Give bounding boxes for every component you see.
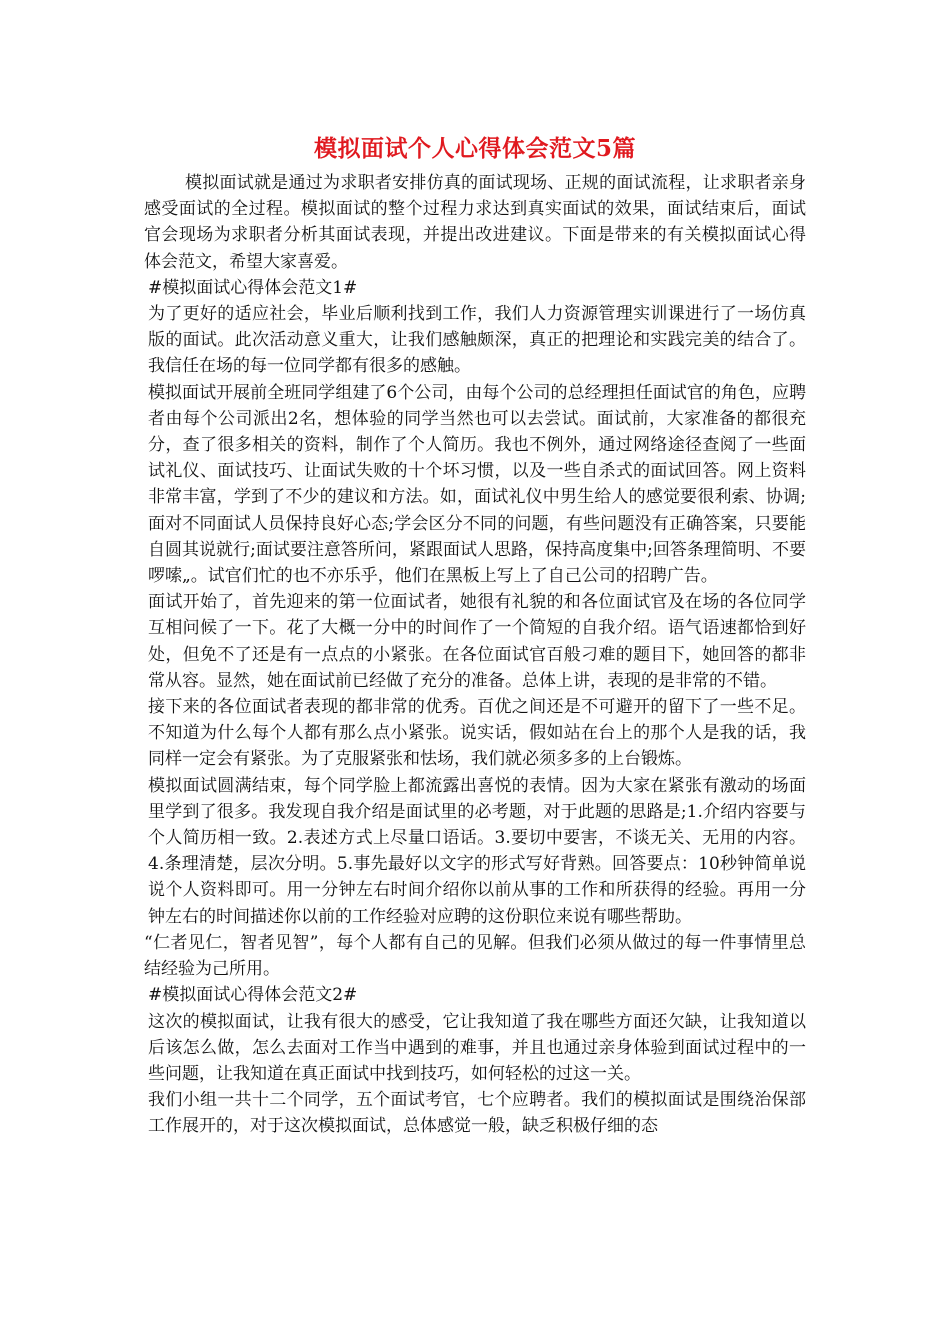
- document-title: 模拟面试个人心得体会范文5篇: [313, 135, 636, 162]
- section-heading-2: #模拟面试心得体会范文2#: [148, 985, 358, 1006]
- paragraph-1: 为了更好的适应社会，毕业后顺利找到工作，我们人力资源管理实训课进行了一场仿真版的面试。此次活动意义重大，让我们感触颇深，真正的把理论和实践完美的结合了。我信任在场的每一位同学都有很多的感触。: [148, 304, 806, 377]
- paragraph-4: 接下来的各位面试者表现的都非常的优秀。百优之间还是不可避开的留下了一些不足。不知道为什么每个人都有那么点小紧张。说实话，假如站在台上的那个人是我的话，我同样一定会有紧张。为了克服紧张和怯场，我们就必须多多的上台锻炼。: [148, 697, 806, 770]
- paragraph-5: 模拟面试圆满结束，每个同学脸上都流露出喜悦的表情。因为大家在紧张有激动的场面里学到了很多。我发现自我介绍是面试里的必考题，对于此题的思路是;1.介绍内容要与个人简历相一致。2.表述方式上尽量口语话。3.要切中要害，不谈无关、无用的内容。4.条理清楚，层次分明。5.事先最好以文字的形式写好背熟。回答要点：10秒钟简单说说个人资料即可。用一分钟左右时间介绍你以前从事的工作和所获得的经验。再用一分钟左右的时间描述你以前的工作经验对应聘的这份职位来说有哪些帮助。: [148, 775, 806, 927]
- paragraph-6: “仁者见仁，智者见智”，每个人都有自己的见解。但我们必须从做过的每一件事情里总结经验为己所用。: [144, 932, 806, 980]
- intro-paragraph: 模拟面试就是通过为求职者安排仿真的面试现场、正规的面试流程，让求职者亲身感受面试的全过程。模拟面试的整个过程力求达到真实面试的效果，面试结束后，面试官会现场为求职者分析其面试表现，并提出改进建议。下面是带来的有关模拟面试心得体会范文，希望大家喜爱。: [144, 173, 806, 272]
- paragraph-8: 我们小组一共十二个同学，五个面试考官，七个应聘者。我们的模拟面试是围绕治保部工作展开的，对于这次模拟面试，总体感觉一般，缺乏积极仔细的态: [148, 1090, 806, 1137]
- section-heading-1: #模拟面试心得体会范文1#: [148, 277, 358, 298]
- paragraph-2: 模拟面试开展前全班同学组建了6个公司，由每个公司的总经理担任面试官的角色，应聘者由每个公司派出2名，想体验的同学当然也可以去尝试。面试前，大家准备的都很充分，查了很多相关的资料，制作了个人简历。我也不例外，通过网络途径查阅了一些面试礼仪、面试技巧、让面试失败的十个坏习惯，以及一些自杀式的面试回答。网上资料非常丰富，学到了不少的建议和方法。如，面试礼仪中男生给人的感觉要很利索、协调;面对不同面试人员保持良好心态;学会区分不同的问题，有些问题没有正确答案，只要能自圆其说就行;面试要注意答所问，紧跟面试人思路，保持高度集中;回答条理简明、不要啰嗦„。试官们忙的也不亦乐乎，他们在黑板上写上了自己公司的招聘广告。: [148, 382, 806, 587]
- document-page: [144, 132, 806, 1140]
- paragraph-3: 面试开始了，首先迎来的第一位面试者，她很有礼貌的和各位面试官及在场的各位同学互相问候了一下。花了大概一分中的时间作了一个简短的自我介绍。语气语速都恰到好处，但免不了还是有一点点的小紧张。在各位面试官百般刁难的题目下，她回答的都非常从容。显然，她在面试前已经做了充分的准备。总体上讲，表现的是非常的不错。: [148, 592, 806, 691]
- paragraph-7: 这次的模拟面试，让我有很大的感受，它让我知道了我在哪些方面还欠缺，让我知道以后该怎么做，怎么去面对工作当中遇到的难事，并且也通过亲身体验到面试过程中的一些问题，让我知道在真正面试中找到技巧，如何轻松的过这一关。: [148, 1011, 806, 1084]
